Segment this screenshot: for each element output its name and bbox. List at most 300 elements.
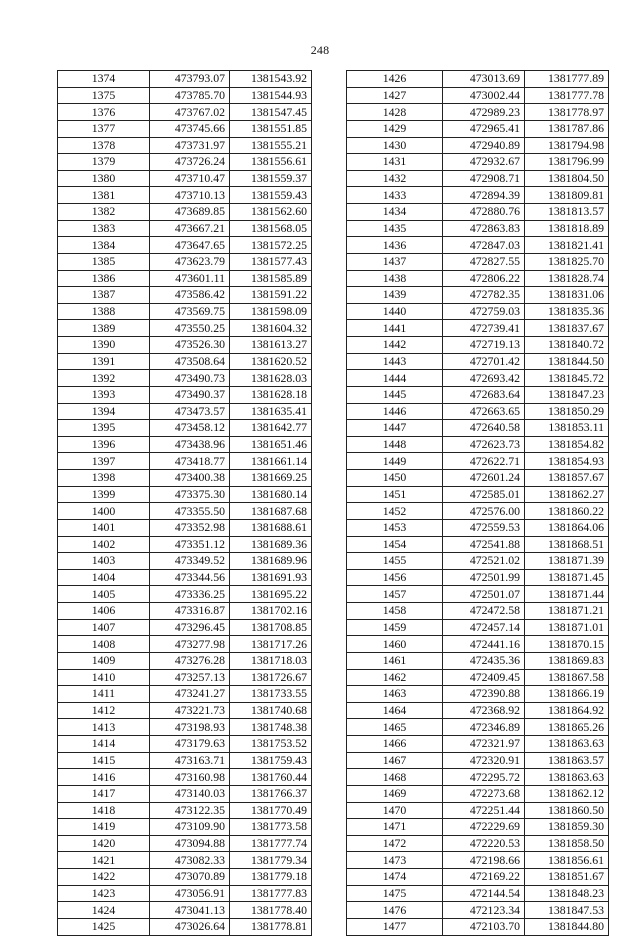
y-coordinate-cell: 1381871.01	[525, 619, 609, 636]
table-row	[347, 686, 609, 703]
y-coordinate-cell: 1381628.18	[230, 386, 312, 403]
y-coordinate-cell: 1381691.93	[230, 569, 312, 586]
x-coordinate-cell: 472622.71	[443, 453, 525, 470]
table-row	[58, 702, 312, 719]
x-coordinate-cell: 473241.27	[150, 686, 230, 703]
point-number-cell: 1391	[58, 353, 150, 370]
x-coordinate-cell: 472863.83	[443, 220, 525, 237]
x-coordinate-cell: 473473.57	[150, 403, 230, 420]
y-coordinate-cell: 1381813.57	[525, 204, 609, 221]
y-coordinate-cell: 1381777.89	[525, 71, 609, 88]
point-number-cell: 1448	[347, 436, 443, 453]
table-row	[347, 453, 609, 470]
point-number-cell: 1455	[347, 553, 443, 570]
table-row	[58, 802, 312, 819]
x-coordinate-cell: 472759.03	[443, 303, 525, 320]
y-coordinate-cell: 1381856.61	[525, 852, 609, 869]
table-row	[58, 569, 312, 586]
table-row	[347, 370, 609, 387]
point-number-cell: 1462	[347, 669, 443, 686]
point-number-cell: 1440	[347, 303, 443, 320]
point-number-cell: 1389	[58, 320, 150, 337]
point-number-cell: 1405	[58, 586, 150, 603]
x-coordinate-cell: 473785.70	[150, 87, 230, 104]
y-coordinate-cell: 1381717.26	[230, 636, 312, 653]
point-number-cell: 1431	[347, 154, 443, 171]
y-coordinate-cell: 1381818.89	[525, 220, 609, 237]
table-row	[347, 569, 609, 586]
x-coordinate-cell: 472932.67	[443, 154, 525, 171]
point-number-cell: 1392	[58, 370, 150, 387]
point-number-cell: 1401	[58, 519, 150, 536]
x-coordinate-cell: 472693.42	[443, 370, 525, 387]
y-coordinate-cell: 1381726.67	[230, 669, 312, 686]
y-coordinate-cell: 1381759.43	[230, 752, 312, 769]
y-coordinate-cell: 1381778.81	[230, 918, 312, 935]
y-coordinate-cell: 1381850.29	[525, 403, 609, 420]
point-number-cell: 1394	[58, 403, 150, 420]
x-coordinate-cell: 472501.99	[443, 569, 525, 586]
x-coordinate-cell: 473296.45	[150, 619, 230, 636]
x-coordinate-cell: 473056.91	[150, 885, 230, 902]
table-row	[347, 918, 609, 935]
table-row	[347, 270, 609, 287]
x-coordinate-cell: 472123.34	[443, 902, 525, 919]
y-coordinate-cell: 1381598.09	[230, 303, 312, 320]
x-coordinate-cell: 473277.98	[150, 636, 230, 653]
point-number-cell: 1410	[58, 669, 150, 686]
point-number-cell: 1434	[347, 204, 443, 221]
table-row	[58, 237, 312, 254]
point-number-cell: 1415	[58, 752, 150, 769]
x-coordinate-cell: 473351.12	[150, 536, 230, 553]
point-number-cell: 1468	[347, 769, 443, 786]
x-coordinate-cell: 473352.98	[150, 519, 230, 536]
x-coordinate-cell: 473550.25	[150, 320, 230, 337]
x-coordinate-cell: 473689.85	[150, 204, 230, 221]
table-row	[58, 87, 312, 104]
y-coordinate-cell: 1381778.97	[525, 104, 609, 121]
point-number-cell: 1398	[58, 470, 150, 487]
y-coordinate-cell: 1381847.53	[525, 902, 609, 919]
point-number-cell: 1475	[347, 885, 443, 902]
y-coordinate-cell: 1381868.51	[525, 536, 609, 553]
x-coordinate-cell: 472965.41	[443, 120, 525, 137]
point-number-cell: 1472	[347, 835, 443, 852]
x-coordinate-cell: 473179.63	[150, 736, 230, 753]
y-coordinate-cell: 1381779.34	[230, 852, 312, 869]
table-row	[347, 353, 609, 370]
point-number-cell: 1409	[58, 652, 150, 669]
table-row	[347, 819, 609, 836]
x-coordinate-cell: 472472.58	[443, 603, 525, 620]
x-coordinate-cell: 472346.89	[443, 719, 525, 736]
table-row	[58, 337, 312, 354]
y-coordinate-cell: 1381577.43	[230, 253, 312, 270]
point-number-cell: 1438	[347, 270, 443, 287]
y-coordinate-cell: 1381821.41	[525, 237, 609, 254]
point-number-cell: 1435	[347, 220, 443, 237]
point-number-cell: 1407	[58, 619, 150, 636]
y-coordinate-cell: 1381635.41	[230, 403, 312, 420]
x-coordinate-cell: 473198.93	[150, 719, 230, 736]
y-coordinate-cell: 1381773.58	[230, 819, 312, 836]
point-number-cell: 1459	[347, 619, 443, 636]
table-row	[347, 386, 609, 403]
table-row	[58, 519, 312, 536]
table-row	[58, 652, 312, 669]
table-row	[58, 120, 312, 137]
point-number-cell: 1423	[58, 885, 150, 902]
table-row	[347, 204, 609, 221]
table-row	[347, 287, 609, 304]
x-coordinate-cell: 473526.30	[150, 337, 230, 354]
x-coordinate-cell: 472229.69	[443, 819, 525, 836]
point-number-cell: 1453	[347, 519, 443, 536]
x-coordinate-cell: 472559.53	[443, 519, 525, 536]
table-row	[58, 736, 312, 753]
x-coordinate-cell: 473094.88	[150, 835, 230, 852]
point-number-cell: 1382	[58, 204, 150, 221]
point-number-cell: 1393	[58, 386, 150, 403]
y-coordinate-cell: 1381770.49	[230, 802, 312, 819]
table-row	[58, 619, 312, 636]
point-number-cell: 1458	[347, 603, 443, 620]
x-coordinate-cell: 472441.16	[443, 636, 525, 653]
x-coordinate-cell: 472409.45	[443, 669, 525, 686]
table-row	[347, 852, 609, 869]
table-row	[347, 337, 609, 354]
y-coordinate-cell: 1381568.05	[230, 220, 312, 237]
table-row	[347, 154, 609, 171]
x-coordinate-cell: 473002.44	[443, 87, 525, 104]
y-coordinate-cell: 1381604.32	[230, 320, 312, 337]
x-coordinate-cell: 473276.28	[150, 652, 230, 669]
x-coordinate-cell: 473336.25	[150, 586, 230, 603]
point-number-cell: 1427	[347, 87, 443, 104]
point-number-cell: 1463	[347, 686, 443, 703]
x-coordinate-cell: 473623.79	[150, 253, 230, 270]
point-number-cell: 1452	[347, 503, 443, 520]
table-row	[58, 719, 312, 736]
x-coordinate-cell: 472576.00	[443, 503, 525, 520]
point-number-cell: 1402	[58, 536, 150, 553]
x-coordinate-cell: 473375.30	[150, 486, 230, 503]
point-number-cell: 1428	[347, 104, 443, 121]
y-coordinate-cell: 1381871.44	[525, 586, 609, 603]
table-row	[58, 403, 312, 420]
y-coordinate-cell: 1381777.74	[230, 835, 312, 852]
y-coordinate-cell: 1381840.72	[525, 337, 609, 354]
y-coordinate-cell: 1381825.70	[525, 253, 609, 270]
point-number-cell: 1396	[58, 436, 150, 453]
y-coordinate-cell: 1381862.12	[525, 785, 609, 802]
table-row	[347, 736, 609, 753]
x-coordinate-cell: 473349.52	[150, 553, 230, 570]
x-coordinate-cell: 472198.66	[443, 852, 525, 869]
table-row	[347, 603, 609, 620]
y-coordinate-cell: 1381854.82	[525, 436, 609, 453]
x-coordinate-cell: 472390.88	[443, 686, 525, 703]
table-row	[58, 420, 312, 437]
point-number-cell: 1406	[58, 603, 150, 620]
table-row	[347, 869, 609, 886]
point-number-cell: 1473	[347, 852, 443, 869]
y-coordinate-cell: 1381864.92	[525, 702, 609, 719]
point-number-cell: 1380	[58, 170, 150, 187]
table-row	[347, 702, 609, 719]
y-coordinate-cell: 1381559.43	[230, 187, 312, 204]
y-coordinate-cell: 1381620.52	[230, 353, 312, 370]
x-coordinate-cell: 473601.11	[150, 270, 230, 287]
table-row	[347, 170, 609, 187]
x-coordinate-cell: 472663.65	[443, 403, 525, 420]
y-coordinate-cell: 1381794.98	[525, 137, 609, 154]
y-coordinate-cell: 1381828.74	[525, 270, 609, 287]
table-row	[347, 303, 609, 320]
table-row	[58, 436, 312, 453]
table-row	[58, 303, 312, 320]
x-coordinate-cell: 473400.38	[150, 470, 230, 487]
x-coordinate-cell: 473745.66	[150, 120, 230, 137]
y-coordinate-cell: 1381556.61	[230, 154, 312, 171]
point-number-cell: 1381	[58, 187, 150, 204]
y-coordinate-cell: 1381555.21	[230, 137, 312, 154]
point-number-cell: 1384	[58, 237, 150, 254]
y-coordinate-cell: 1381777.78	[525, 87, 609, 104]
x-coordinate-cell: 473793.07	[150, 71, 230, 88]
point-number-cell: 1395	[58, 420, 150, 437]
x-coordinate-cell: 472701.42	[443, 353, 525, 370]
y-coordinate-cell: 1381543.92	[230, 71, 312, 88]
table-row	[58, 752, 312, 769]
table-row	[58, 636, 312, 653]
point-number-cell: 1451	[347, 486, 443, 503]
point-number-cell: 1449	[347, 453, 443, 470]
point-number-cell: 1474	[347, 869, 443, 886]
table-row	[347, 253, 609, 270]
x-coordinate-cell: 473508.64	[150, 353, 230, 370]
table-row	[347, 403, 609, 420]
point-number-cell: 1383	[58, 220, 150, 237]
coordinate-table-left	[57, 70, 312, 936]
point-number-cell: 1456	[347, 569, 443, 586]
table-row	[347, 320, 609, 337]
x-coordinate-cell: 472806.22	[443, 270, 525, 287]
point-number-cell: 1470	[347, 802, 443, 819]
point-number-cell: 1450	[347, 470, 443, 487]
y-coordinate-cell: 1381869.83	[525, 652, 609, 669]
y-coordinate-cell: 1381871.21	[525, 603, 609, 620]
x-coordinate-cell: 473438.96	[150, 436, 230, 453]
point-number-cell: 1467	[347, 752, 443, 769]
y-coordinate-cell: 1381864.06	[525, 519, 609, 536]
table-row	[58, 453, 312, 470]
table-row	[347, 652, 609, 669]
table-row	[58, 353, 312, 370]
x-coordinate-cell: 472321.97	[443, 736, 525, 753]
table-row	[58, 769, 312, 786]
x-coordinate-cell: 472640.58	[443, 420, 525, 437]
point-number-cell: 1471	[347, 819, 443, 836]
table-row	[347, 470, 609, 487]
y-coordinate-cell: 1381585.89	[230, 270, 312, 287]
y-coordinate-cell: 1381628.03	[230, 370, 312, 387]
point-number-cell: 1457	[347, 586, 443, 603]
point-number-cell: 1469	[347, 785, 443, 802]
point-number-cell: 1439	[347, 287, 443, 304]
table-row	[58, 386, 312, 403]
table-row	[58, 154, 312, 171]
point-number-cell: 1390	[58, 337, 150, 354]
table-row	[347, 137, 609, 154]
y-coordinate-cell: 1381642.77	[230, 420, 312, 437]
point-number-cell: 1421	[58, 852, 150, 869]
point-number-cell: 1408	[58, 636, 150, 653]
x-coordinate-cell: 473647.65	[150, 237, 230, 254]
point-number-cell: 1414	[58, 736, 150, 753]
y-coordinate-cell: 1381559.37	[230, 170, 312, 187]
x-coordinate-cell: 472827.55	[443, 253, 525, 270]
y-coordinate-cell: 1381863.63	[525, 769, 609, 786]
table-row	[58, 137, 312, 154]
x-coordinate-cell: 473569.75	[150, 303, 230, 320]
table-row	[347, 835, 609, 852]
x-coordinate-cell: 473418.77	[150, 453, 230, 470]
point-number-cell: 1378	[58, 137, 150, 154]
x-coordinate-cell: 473041.13	[150, 902, 230, 919]
point-number-cell: 1443	[347, 353, 443, 370]
y-coordinate-cell: 1381853.11	[525, 420, 609, 437]
y-coordinate-cell: 1381796.99	[525, 154, 609, 171]
point-number-cell: 1432	[347, 170, 443, 187]
table-row	[58, 918, 312, 935]
table-row	[58, 170, 312, 187]
y-coordinate-cell: 1381862.27	[525, 486, 609, 503]
table-row	[347, 187, 609, 204]
table-row	[347, 71, 609, 88]
y-coordinate-cell: 1381809.81	[525, 187, 609, 204]
table-row	[347, 802, 609, 819]
x-coordinate-cell: 472940.89	[443, 137, 525, 154]
x-coordinate-cell: 472220.53	[443, 835, 525, 852]
y-coordinate-cell: 1381871.45	[525, 569, 609, 586]
y-coordinate-cell: 1381787.86	[525, 120, 609, 137]
table-row	[58, 852, 312, 869]
point-number-cell: 1388	[58, 303, 150, 320]
x-coordinate-cell: 473026.64	[150, 918, 230, 935]
x-coordinate-cell: 472144.54	[443, 885, 525, 902]
y-coordinate-cell: 1381562.60	[230, 204, 312, 221]
point-number-cell: 1454	[347, 536, 443, 553]
x-coordinate-cell: 473082.33	[150, 852, 230, 869]
y-coordinate-cell: 1381613.27	[230, 337, 312, 354]
x-coordinate-cell: 472541.88	[443, 536, 525, 553]
y-coordinate-cell: 1381860.50	[525, 802, 609, 819]
x-coordinate-cell: 472251.44	[443, 802, 525, 819]
y-coordinate-cell: 1381867.58	[525, 669, 609, 686]
x-coordinate-cell: 472103.70	[443, 918, 525, 935]
table-row	[347, 104, 609, 121]
x-coordinate-cell: 473221.73	[150, 702, 230, 719]
page-number: 248	[310, 43, 330, 57]
table-row	[347, 436, 609, 453]
table-row	[58, 603, 312, 620]
point-number-cell: 1430	[347, 137, 443, 154]
point-number-cell: 1476	[347, 902, 443, 919]
x-coordinate-cell: 473316.87	[150, 603, 230, 620]
point-number-cell: 1477	[347, 918, 443, 935]
x-coordinate-cell: 472908.71	[443, 170, 525, 187]
point-number-cell: 1446	[347, 403, 443, 420]
y-coordinate-cell: 1381847.23	[525, 386, 609, 403]
point-number-cell: 1437	[347, 253, 443, 270]
table-row	[347, 553, 609, 570]
table-row	[58, 536, 312, 553]
y-coordinate-cell: 1381687.68	[230, 503, 312, 520]
table-row	[58, 785, 312, 802]
table-row	[58, 503, 312, 520]
point-number-cell: 1411	[58, 686, 150, 703]
y-coordinate-cell: 1381845.72	[525, 370, 609, 387]
y-coordinate-cell: 1381547.45	[230, 104, 312, 121]
table-row	[58, 71, 312, 88]
table-row	[347, 536, 609, 553]
point-number-cell: 1424	[58, 902, 150, 919]
table-row	[347, 752, 609, 769]
point-number-cell: 1426	[347, 71, 443, 88]
y-coordinate-cell: 1381871.39	[525, 553, 609, 570]
table-row	[347, 719, 609, 736]
table-row	[58, 220, 312, 237]
x-coordinate-cell: 473257.13	[150, 669, 230, 686]
table-row	[58, 835, 312, 852]
point-number-cell: 1404	[58, 569, 150, 586]
y-coordinate-cell: 1381851.67	[525, 869, 609, 886]
coordinate-table-right	[346, 70, 609, 936]
x-coordinate-cell: 472521.02	[443, 553, 525, 570]
point-number-cell: 1464	[347, 702, 443, 719]
y-coordinate-cell: 1381689.96	[230, 553, 312, 570]
table-row	[347, 87, 609, 104]
table-row	[347, 486, 609, 503]
x-coordinate-cell: 472295.72	[443, 769, 525, 786]
table-row	[58, 686, 312, 703]
point-number-cell: 1460	[347, 636, 443, 653]
table-row	[58, 470, 312, 487]
point-number-cell: 1447	[347, 420, 443, 437]
y-coordinate-cell: 1381748.38	[230, 719, 312, 736]
point-number-cell: 1403	[58, 553, 150, 570]
table-row	[347, 519, 609, 536]
y-coordinate-cell: 1381591.22	[230, 287, 312, 304]
table-row	[347, 120, 609, 137]
table-row	[58, 370, 312, 387]
table-row	[347, 220, 609, 237]
point-number-cell: 1425	[58, 918, 150, 935]
y-coordinate-cell: 1381669.25	[230, 470, 312, 487]
table-row	[58, 104, 312, 121]
point-number-cell: 1379	[58, 154, 150, 171]
x-coordinate-cell: 472601.24	[443, 470, 525, 487]
table-row	[58, 669, 312, 686]
y-coordinate-cell: 1381858.50	[525, 835, 609, 852]
y-coordinate-cell: 1381740.68	[230, 702, 312, 719]
table-row	[58, 187, 312, 204]
point-number-cell: 1416	[58, 769, 150, 786]
table-row	[58, 253, 312, 270]
table-row	[58, 553, 312, 570]
